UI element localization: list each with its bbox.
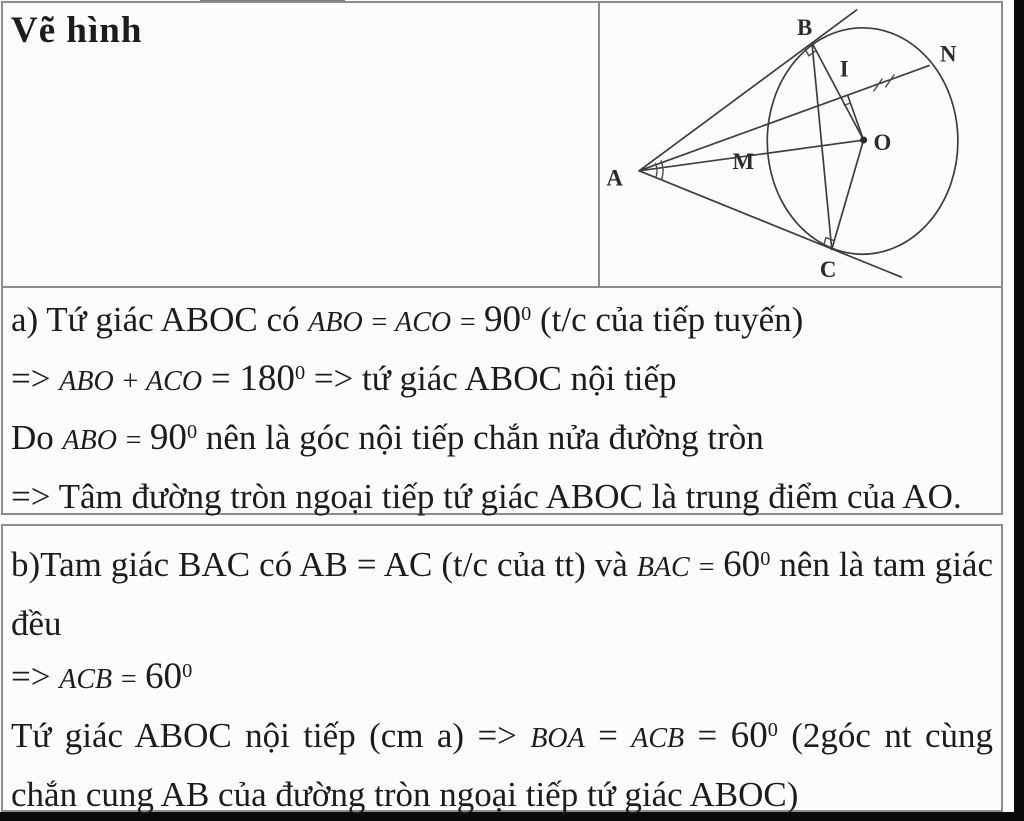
text-segment: => xyxy=(11,359,60,398)
text-segment: nên là góc nội tiếp chắn nửa đường tròn xyxy=(197,418,764,457)
text-line xyxy=(11,470,993,523)
text-line xyxy=(11,597,993,650)
geometry-figure xyxy=(600,3,1003,286)
point-label-A: A xyxy=(606,165,623,191)
text-segment: Do xyxy=(11,418,63,457)
text-segment: đều xyxy=(11,604,62,643)
secant-AN xyxy=(639,66,929,171)
point-label-O: O xyxy=(873,129,892,155)
text-segment: BAC = xyxy=(636,552,724,583)
text-segment: 0 xyxy=(521,302,532,325)
solution-part-b xyxy=(1,524,1003,812)
text-segment: a) Tứ giác ABOC có xyxy=(11,300,309,339)
text-line xyxy=(11,411,993,470)
text-segment: => Tâm đường tròn ngoại tiếp tứ giác ABOC là trung điểm của AO. xyxy=(11,477,962,516)
text-line xyxy=(11,352,993,411)
text-segment: ABO = ACO = xyxy=(308,307,485,338)
text-segment: ABO = xyxy=(62,425,150,456)
solution-part-a xyxy=(1,286,1003,515)
figure-caption: Vẽ hình xyxy=(11,10,143,51)
text-segment: ABO + ACO xyxy=(59,366,203,397)
text-line xyxy=(11,709,993,768)
radius-OC xyxy=(832,140,864,249)
text-segment: = xyxy=(584,716,632,755)
point-label-C: C xyxy=(819,257,837,283)
text-segment: 0 xyxy=(294,361,306,384)
text-segment: 90 xyxy=(149,417,187,458)
segment-OI xyxy=(848,95,864,140)
text-segment: 0 xyxy=(182,659,193,682)
text-line xyxy=(11,538,993,597)
text-segment: = xyxy=(684,716,731,755)
text-segment: 0 xyxy=(186,420,198,443)
text-segment: 60 xyxy=(723,544,761,585)
text-segment: ACB xyxy=(631,723,685,754)
text-segment: = xyxy=(202,359,240,398)
point-label-M: M xyxy=(732,148,755,174)
figure-row xyxy=(1,1,1003,288)
text-segment: 0 xyxy=(760,547,771,570)
text-segment: (2góc nt cùng xyxy=(777,716,993,755)
text-segment: 60 xyxy=(730,715,768,756)
text-segment: 0 xyxy=(767,718,778,741)
text-segment: (t/c của tiếp tuyến) xyxy=(531,300,804,339)
text-segment: ACB = xyxy=(59,664,146,695)
text-segment: nên là tam giác xyxy=(770,545,994,584)
text-segment: 60 xyxy=(145,656,183,697)
text-segment: 180 xyxy=(239,358,295,399)
text-segment: => xyxy=(11,657,60,696)
geometry-svg xyxy=(600,3,1003,286)
text-segment: BOA xyxy=(530,723,585,754)
text-segment: chắn cung AB của đường tròn ngoại tiếp tứ giác ABOC) xyxy=(11,775,799,814)
point-O-dot xyxy=(860,136,867,143)
point-label-N: N xyxy=(940,41,957,67)
text-line xyxy=(11,293,993,352)
angle-arc-A-1 xyxy=(655,163,657,178)
text-segment: 90 xyxy=(484,299,522,340)
text-segment: => tứ giác ABOC nội tiếp xyxy=(305,359,677,398)
text-line xyxy=(11,768,993,821)
text-line xyxy=(11,650,993,709)
point-label-I: I xyxy=(839,56,849,82)
text-segment: Tứ giác ABOC nội tiếp (cm a) => xyxy=(11,716,531,755)
tangent-AB xyxy=(639,10,856,171)
text-segment: b)Tam giác BAC có AB = AC (t/c của tt) và xyxy=(11,545,637,584)
tangent-AC xyxy=(639,171,901,277)
point-label-B: B xyxy=(797,14,813,40)
